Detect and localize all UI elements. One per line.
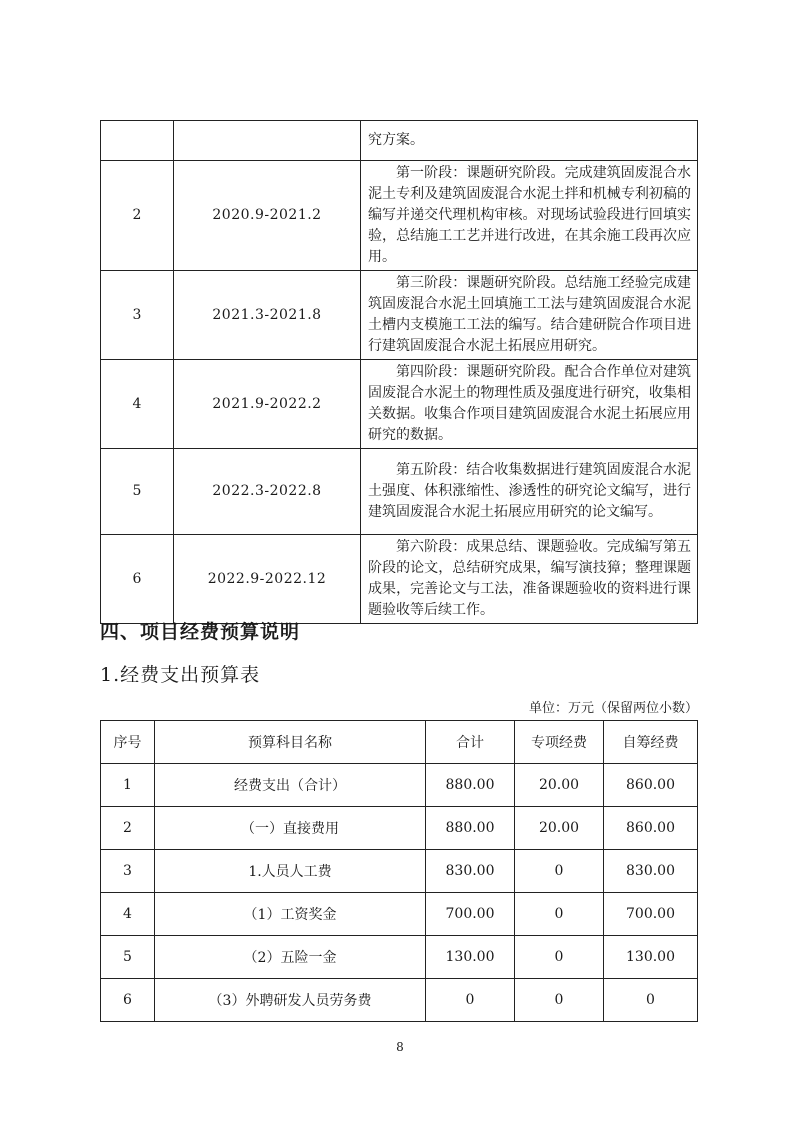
table-cell: 0: [515, 893, 604, 936]
row-description: 究方案。: [361, 121, 698, 161]
table-cell: 880.00: [426, 807, 515, 850]
table-cell: 0: [604, 979, 698, 1022]
section-heading: 四、项目经费预算说明: [100, 621, 301, 643]
table-cell: 1: [101, 764, 155, 807]
table-cell: （1）工资奖金: [155, 893, 426, 936]
row-number: 6: [101, 535, 174, 624]
unit-note: 单位：万元（保留两位小数）: [528, 701, 698, 716]
table-cell: 830.00: [426, 850, 515, 893]
table-row: [101, 979, 698, 1022]
table-row: [101, 807, 698, 850]
row-description: 第一阶段：课题研究阶段。完成建筑固废混合水泥土专利及建筑固废混合水泥土拌和机械专利初稿的编写并递交代理机构审核。对现场试验段进行回填实验，总结施工工艺并进行改进，在其余施工段再次应用。: [361, 161, 698, 271]
row-period: 2022.9-2022.12: [174, 535, 361, 624]
table-row: [101, 271, 698, 360]
table-cell: （一）直接费用: [155, 807, 426, 850]
table-cell: 20.00: [515, 764, 604, 807]
row-period: 2021.3-2021.8: [174, 271, 361, 360]
table-cell: 860.00: [604, 807, 698, 850]
table-cell: 3: [101, 850, 155, 893]
table-cell: 0: [515, 850, 604, 893]
table-cell: 2: [101, 807, 155, 850]
table-cell: 4: [101, 893, 155, 936]
table-cell: 0: [426, 979, 515, 1022]
page-number: 8: [396, 1040, 404, 1054]
row-number: 3: [101, 271, 174, 360]
budget-table: [100, 720, 698, 1022]
table-cell: （3）外聘研发人员劳务费: [155, 979, 426, 1022]
table-cell: 700.00: [426, 893, 515, 936]
table-cell: 0: [515, 936, 604, 979]
table-cell: 6: [101, 979, 155, 1022]
row-description: 第六阶段：成果总结、课题验收。完成编写第五阶段的论文，总结研究成果，编写演技獐；整理课题成果，完善论文与工法，准备课题验收的资料进行课题验收等后续工作。: [361, 535, 698, 624]
table-cell: 880.00: [426, 764, 515, 807]
table-cell: 1.人员人工费: [155, 850, 426, 893]
table-row: [101, 121, 698, 161]
table-cell: 860.00: [604, 764, 698, 807]
table-cell: 130.00: [426, 936, 515, 979]
table-cell: 20.00: [515, 807, 604, 850]
row-period: 2020.9-2021.2: [174, 161, 361, 271]
row-description: 第五阶段：结合收集数据进行建筑固废混合水泥土强度、体积涨缩性、渗透性的研究论文编写，进行建筑固废混合水泥土拓展应用研究的论文编写。: [361, 449, 698, 535]
table-cell: 830.00: [604, 850, 698, 893]
row-number: 2: [101, 161, 174, 271]
table-row: [101, 535, 698, 624]
row-description: 第四阶段：课题研究阶段。配合合作单位对建筑固废混合水泥土的物理性质及强度进行研究，收集相关数据。收集合作项目建筑固废混合水泥土拓展应用研究的数据。: [361, 360, 698, 449]
table-cell: 经费支出（合计）: [155, 764, 426, 807]
table-cell: 0: [515, 979, 604, 1022]
column-header: 自筹经费: [604, 721, 698, 764]
row-period: 2022.3-2022.8: [174, 449, 361, 535]
row-period: [174, 121, 361, 161]
row-description: 第三阶段：课题研究阶段。总结施工经验完成建筑固废混合水泥土回填施工工法与建筑固废混合水泥土槽内支模施工工法的编写。结合建研院合作项目进行建筑固废混合水泥土拓展应用研究。: [361, 271, 698, 360]
row-number: [101, 121, 174, 161]
subheading: 1.经费支出预算表: [100, 664, 261, 686]
table-row: [101, 936, 698, 979]
schedule-table: [100, 120, 698, 624]
row-period: 2021.9-2022.2: [174, 360, 361, 449]
table-cell: 5: [101, 936, 155, 979]
column-header: 预算科目名称: [155, 721, 426, 764]
row-number: 5: [101, 449, 174, 535]
row-number: 4: [101, 360, 174, 449]
column-header: 合计: [426, 721, 515, 764]
table-cell: 700.00: [604, 893, 698, 936]
table-row: [101, 360, 698, 449]
table-row: [101, 893, 698, 936]
table-row: [101, 764, 698, 807]
column-header: 专项经费: [515, 721, 604, 764]
table-cell: （2）五险一金: [155, 936, 426, 979]
column-header: 序号: [101, 721, 155, 764]
table-row: [101, 850, 698, 893]
table-row: [101, 161, 698, 271]
table-header-row: [101, 721, 698, 764]
table-row: [101, 449, 698, 535]
table-cell: 130.00: [604, 936, 698, 979]
